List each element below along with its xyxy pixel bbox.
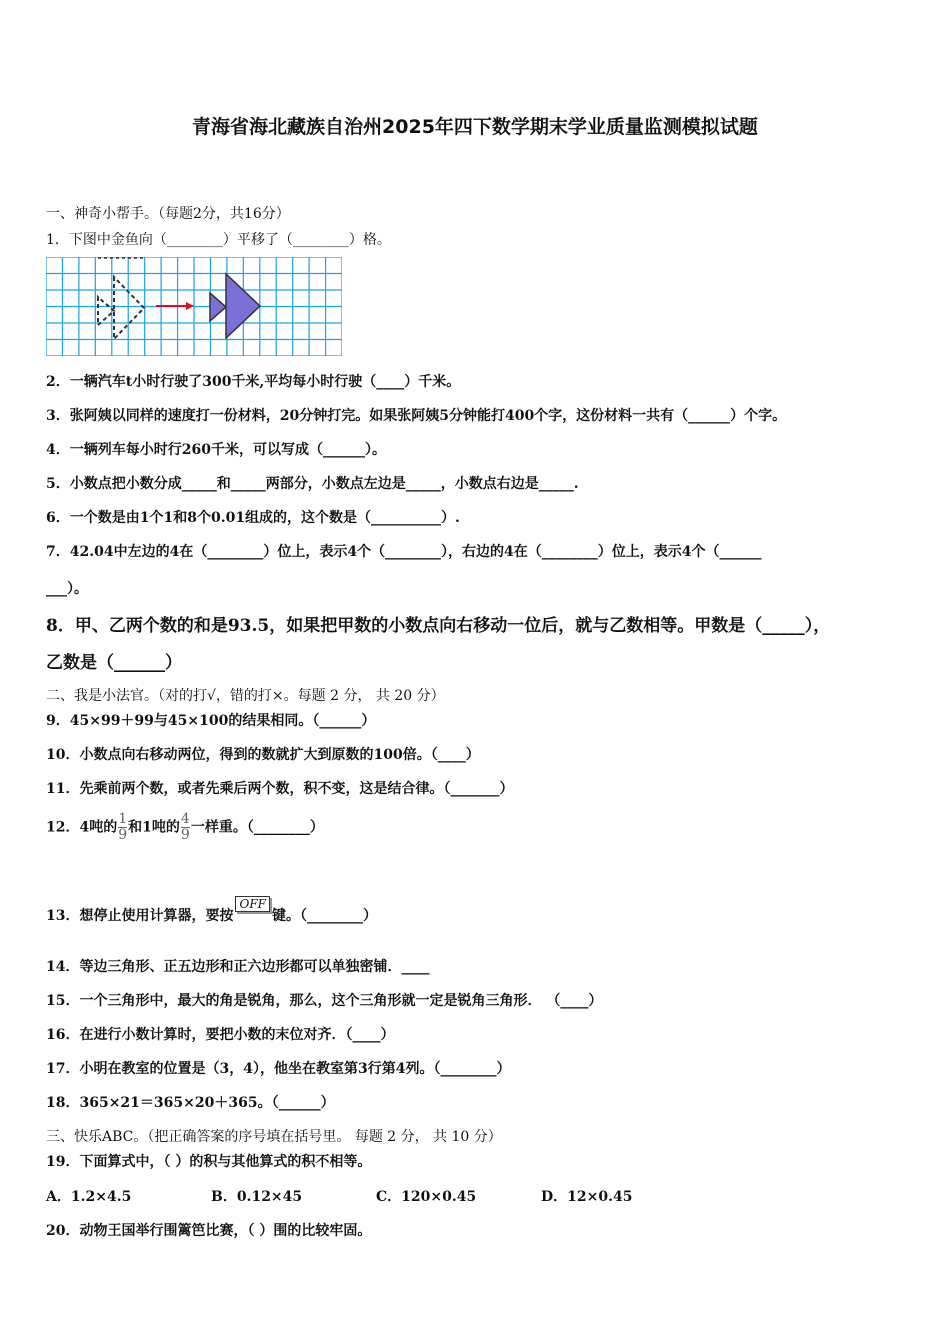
question-13-part-1: 13．想停止使用计算器，要按: [46, 908, 234, 924]
question-12-part-1: 12．4吨的: [46, 819, 118, 836]
question-12-part-2: 和1吨的: [128, 819, 180, 836]
fraction-numerator: 1: [118, 811, 128, 827]
question-8-line-1: 8．甲、乙两个数的和是93.5，如果把甲数的小数点向右移动一位后，就与乙数相等。甲数是（_____），: [46, 616, 831, 636]
fraction-one-ninth: [118, 812, 127, 843]
question-6: 6．一个数是由1个1和8个0.01组成的，这个数是（__________）.: [46, 510, 460, 526]
question-4: 4．一辆列车每小时行260千米，可以写成（______）。: [46, 442, 386, 458]
grid-lines: [46, 257, 342, 356]
question-5: 5．小数点把小数分成_____和_____两部分，小数点左边是_____，小数点右边是_____.: [46, 476, 579, 492]
question-18: 18．365×21＝365×20＋365。（______）: [46, 1095, 335, 1111]
question-17: 17．小明在教室的位置是（3，4），他坐在教室第3行第4列。（________）: [46, 1061, 511, 1077]
question-20: 20．动物王国举行围篱笆比赛，（ ）围的比较牢固。: [46, 1223, 372, 1239]
fraction-four-ninths: [181, 812, 190, 843]
question-12: [46, 812, 324, 843]
question-19-option-b: B．0.12×45: [211, 1189, 303, 1205]
question-8-line-2: 乙数是（______）: [46, 653, 182, 673]
question-9: 9．45×99＋99与45×100的结果相同。（______）: [46, 713, 376, 729]
question-1: 1．下图中金鱼向（________）平移了（________）格。: [46, 232, 391, 248]
question-12-part-3: 一样重。（________）: [190, 819, 324, 836]
question-13-part-2: 键。（________）: [271, 908, 377, 924]
fraction-denominator: 9: [118, 827, 128, 843]
question-15: 15．一个三角形中，最大的角是锐角，那么，这个三角形就一定是锐角三角形． （____）: [46, 993, 603, 1009]
question-10: 10．小数点向右移动两位，得到的数就扩大到原数的100倍。（____）: [46, 747, 480, 763]
question-2: 2．一辆汽车t小时行驶了300千米,平均每小时行驶（____）千米。: [46, 374, 461, 390]
question-3: 3．张阿姨以同样的速度打一份材料，20分钟打完。如果张阿姨5分钟能打400个字，这份材料一共有（______）个字。: [46, 408, 787, 424]
fraction-denominator: 9: [180, 827, 190, 843]
question-7-line-2: ___）。: [46, 581, 88, 597]
fraction-numerator: 4: [180, 811, 190, 827]
question-19-option-c: C．120×0.45: [376, 1189, 477, 1205]
question-14: 14．等边三角形、正五边形和正六边形都可以单独密铺．____: [46, 959, 430, 975]
question-19-option-a: A．1.2×4.5: [46, 1189, 132, 1205]
goldfish-grid-figure: [46, 257, 342, 356]
question-11: 11．先乘前两个数，或者先乘后两个数，积不变，这是结合律。（_______）: [46, 781, 514, 797]
question-19-option-d: D．12×0.45: [541, 1189, 633, 1205]
translation-arrowhead: [186, 302, 194, 310]
moved-fish-body: [210, 293, 226, 321]
off-key-icon: OFF: [235, 896, 270, 912]
section-2-heading: 二、我是小法官。（对的打√，错的打×。每题 2 分， 共 20 分）: [46, 688, 445, 704]
question-13: [46, 897, 377, 925]
page-title: 青海省海北藏族自治州2025年四下数学期末学业质量监测模拟试题: [192, 116, 758, 138]
question-19: 19．下面算式中，（ ）的积与其他算式的积不相等。: [46, 1154, 372, 1170]
question-16: 16．在进行小数计算时，要把小数的末位对齐．（____）: [46, 1027, 395, 1043]
question-7-line-1: 7．42.04中左边的4在（________）位上，表示4个（________），右边的4在（________）位上，表示4个（______: [46, 544, 762, 560]
section-3-heading: 三、快乐ABC。（把正确答案的序号填在括号里。 每题 2 分， 共 10 分）: [46, 1129, 502, 1145]
original-fish-tail-outline: [114, 277, 144, 339]
section-1-heading: 一、神奇小帮手。（每题2分，共16分）: [46, 206, 290, 222]
